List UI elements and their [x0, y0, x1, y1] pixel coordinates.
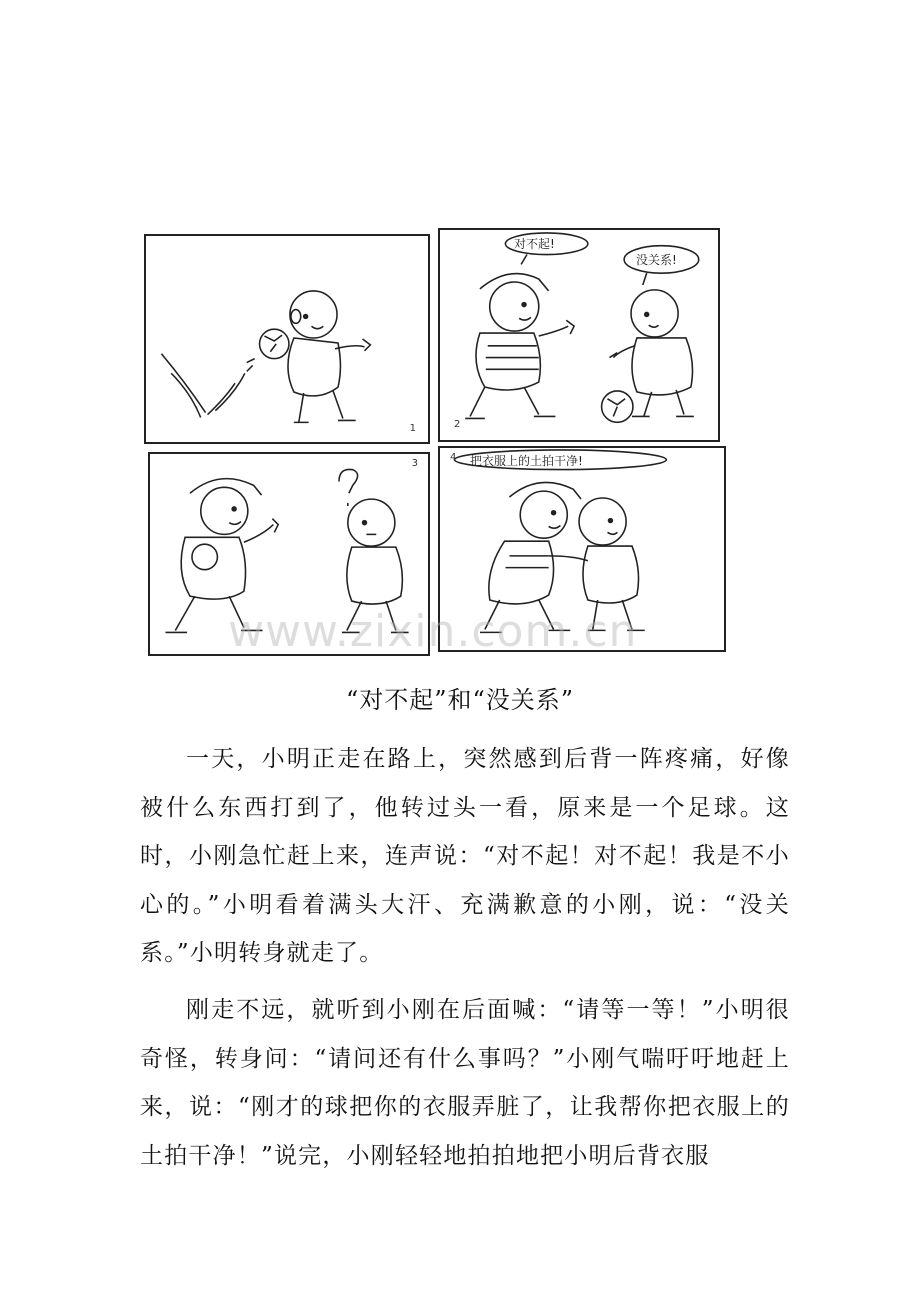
- comic-strip: [140, 226, 730, 658]
- story-paragraph-2: 刚走不远，就听到小刚在后面喊：“请等一等！”小明很奇怪，转身问：“请问还有什么事吗？”小刚气喘吁吁地赶上来，说：“刚才的球把你的衣服弄脏了，让我帮你把衣服上的土拍干净！”说完，小刚轻轻地拍拍地把小明后背衣服: [140, 997, 790, 1169]
- panel-number: 4: [450, 452, 457, 463]
- panel-1-drawing: [146, 236, 428, 442]
- comic-panel-1: [144, 234, 430, 444]
- panel-number: 3: [411, 458, 418, 469]
- speech-bubble-sorry: 对不起!: [514, 237, 555, 251]
- story-paragraph-1: 一天，小明正走在路上，突然感到后背一阵疼痛，好像被什么东西打到了，他转过头一看，原来是一个足球。这时，小刚急忙赶上来，连声说：“对不起！对不起！我是不小心的。”小明看着满头大汗、充满歉意的小刚，说：“没关系。”小明转身就走了。: [140, 746, 790, 966]
- story-title: “对不起”和“没关系”: [345, 686, 575, 714]
- panel-number: 1: [409, 423, 416, 434]
- speech-bubble-no-problem: 没关系!: [636, 253, 677, 267]
- watermark: www.zixin.com.cn: [228, 606, 638, 657]
- speech-bubble-clean-clothes: 把衣服上的土拍干净!: [470, 454, 583, 468]
- panel-number: 2: [454, 419, 461, 430]
- comic-panel-2: [438, 228, 720, 442]
